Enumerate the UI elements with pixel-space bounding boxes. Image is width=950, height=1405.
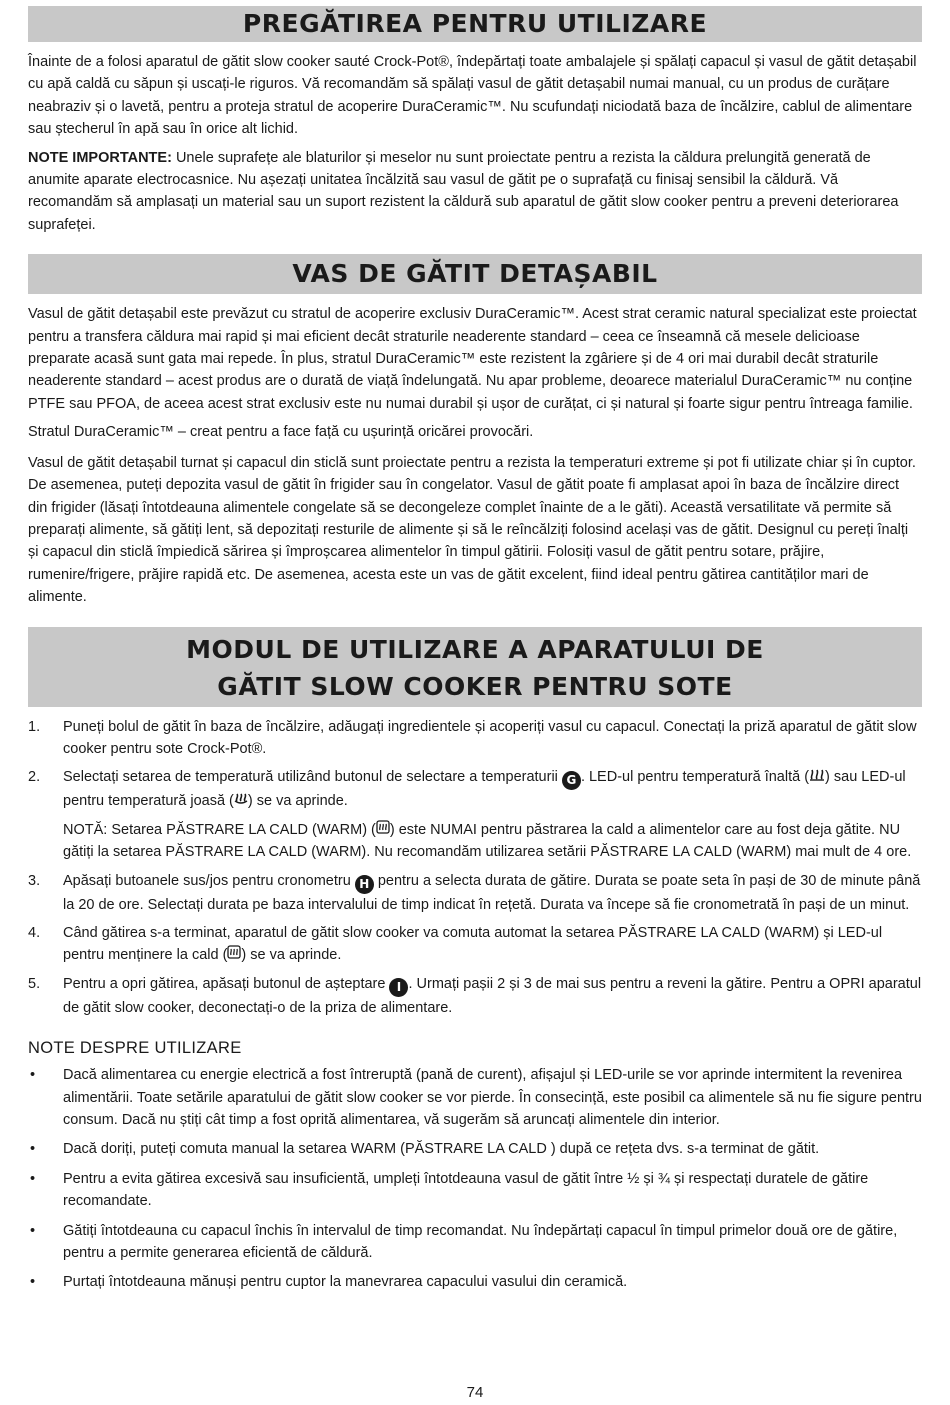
step-text: Când gătirea s-a terminat, aparatul de gătit slow cooker va comuta automat la setarea PĂSTRARE LA CALD (WARM) și LED-ul pentru menținere la cald (: [63, 924, 883, 964]
warm-icon: [376, 819, 390, 841]
preparation-paragraph: Înainte de a folosi aparatul de gătit slow cooker sauté Crock-Pot®, îndepărtați toate ambalajele și spălați capacul și vasul de gătit detașabil cu apă caldă cu săpun și uscați-le riguros. Vă recomandăm să spălați vasul de gătit detașabil numai manual, cu un produs de curățare neabraziv și o lavetă, pentru a proteja stratul de acoperire DuraCeramic™. Nu scufundați niciodată baza de încălzire, cablul de alimentare sau ștecherul în apă sau în orice alt lichid.: [28, 54, 917, 138]
step-text: . Urmați pașii 2 și 3 de mai sus pentru a reveni la gătire. Pentru a OPRI aparatul de gătit slow cooker, deconectați-o de la priza de alimentare.: [63, 975, 922, 1016]
step-number: 1.: [28, 718, 41, 735]
usage-note-item: [28, 1168, 922, 1213]
standby-button-i-icon: I: [389, 978, 408, 997]
temperature-button-g-icon: G: [562, 771, 581, 790]
usage-note-text: Pentru a evita gătirea excesivă sau insuficientă, umpleți întotdeauna vasul de gătit între ½ și ¾ și respectați duratele de gătire recomandate.: [63, 1170, 869, 1210]
usage-note-item: [28, 1138, 922, 1160]
bullet-icon: •: [30, 1222, 36, 1239]
warm-icon: [227, 944, 241, 966]
usage-step: [28, 922, 922, 967]
usage-steps-list: [28, 716, 922, 1020]
usage-note-item: [28, 1271, 922, 1293]
step-note-text: ) este NUMAI pentru păstrarea la cald a alimentelor care au fost deja gătite. NU gătiți la setarea PĂSTRARE LA CALD (WARM). Nu recomandăm utilizarea setării PĂSTRARE LA CALD (WARM) mai mult de 4 ore.: [63, 821, 912, 861]
step-text: Apăsați butoanele sus/jos pentru cronometru: [63, 872, 355, 889]
step-text: Pentru a opri gătirea, apăsați butonul de așteptare: [63, 975, 390, 992]
removable-pot-paragraph-2: Stratul DuraCeramic™ – creat pentru a face față cu ușurință oricărei provocări.: [28, 424, 534, 441]
removable-pot-paragraph-3: Vasul de gătit detașabil turnat și capacul din sticlă sunt proiectate pentru a rezista la temperaturi extreme și pot fi utilizate chiar și în cuptor. De asemenea, puteți depozita vasul de gătit în frigider sau în congelator. Vasul de gătit poate fi amplasat apoi în baza de încălzire direct din frigider (lăsați întotdeauna alimentele congelate să se decongeleze complet înainte de a le găti). Această versatilitate vă permite să preparați alimente, să gătiți lent, să depozitați resturile de alimente și să le reîncălziți folosind același vas de gătit. Designul cu pereți înalți și capacul din sticlă împiedică sărirea și împroșcarea alimentelor în timpul gătirii. Folosiți vasul de gătit pentru sotare, prăjire, rumenire/frigere, prăjire rapidă etc. De asemenea, acesta este un vas de gătit excelent, fiind ideal pentru gătirea cantităților mari de alimente.: [28, 454, 916, 606]
usage-note-item: [28, 1220, 922, 1265]
step-text: pentru a selecta durata de gătire. Durata se poate seta în pași de 30 de minute până la 20 de ore. Selectați durata pe baza intervalului de timp indicat în rețetă. Durata va începe să fie cronometrată în pași de un minut.: [63, 872, 921, 913]
usage-step: [28, 973, 922, 1019]
page-number: 74: [466, 1384, 484, 1401]
bullet-icon: •: [30, 1274, 36, 1291]
bullet-icon: •: [30, 1170, 36, 1187]
section-heading-usage: [28, 627, 922, 707]
usage-note-text: Dacă alimentarea cu energie electrică a fost întreruptă (pană de curent), afișajul și LED-urile se vor aprinde intermitent la revenirea alimentării. Toate setările aparatului de gătit slow cooker se vor pierde. În consecință, este posibil ca alimentele să nu fie sigure pentru consum. Dacă nu știți cât timp a fost oprită alimentarea, vă sugerăm să aruncați alimentele din interior.: [63, 1067, 922, 1128]
usage-note-text: Gătiți întotdeauna cu capacul închis în intervalul de timp recomandat. Nu îndepărtați capacul în timpul primelor două ore de gătire, pentru a permite generarea eficientă de căldură.: [63, 1222, 898, 1262]
manual-page: [0, 6, 950, 1405]
step-text: ) se va aprinde.: [247, 793, 348, 810]
step-text: ) se va aprinde.: [241, 947, 342, 964]
step-text: . LED-ul pentru temperatură înaltă (: [580, 769, 810, 786]
usage-step: [28, 766, 922, 863]
step-text: ) sau LED-ul pentru temperatură joasă (: [63, 769, 906, 810]
usage-step: [28, 716, 922, 761]
section-heading-removable-pot: VAS DE GĂTIT DETAȘABIL: [28, 254, 922, 294]
step-text: Puneți bolul de gătit în baza de încălzire, adăugați ingredientele și acoperiți vasul cu capacul. Conectați la priză aparatul de gătit slow cooker pentru sote Crock-Pot®.: [63, 718, 917, 757]
step-note-text: NOTĂ: Setarea PĂSTRARE LA CALD (WARM) (: [63, 821, 376, 838]
usage-heading-line-1: MODUL DE UTILIZARE A APARATULUI DE: [186, 634, 764, 664]
important-notes-text: Unele suprafețe ale blaturilor și meselor nu sunt proiectate pentru a rezista la căldura prelungită generată de anumite aparate electrocasnice. Nu așezați unitatea încălzită sau vasul de gătit pe o suprafață cu finisaj sensibil la căldură. Vă recomandăm să amplasați un material sau un suport rezistent la căldură sub aparatul de gătit slow cooker pentru a preveni deteriorarea suprafeței.: [28, 149, 899, 233]
step-number: 4.: [28, 924, 41, 941]
usage-heading-line-2: GĂTIT SLOW COOKER PENTRU SOTE: [217, 671, 733, 701]
removable-pot-paragraph-1: Vasul de gătit detașabil este prevăzut cu stratul de acoperire exclusiv DuraCeramic™. Acest strat ceramic natural specializat este proiectat pentru a transfera căldura mai rapid și mai eficient decât straturile neaderente standard – ceea ce înseamnă că mesele delicioase preparate acasă sunt gata mai repede. În plus, stratul DuraCeramic™ este rezistent la zgâriere și de 4 ori mai durabil decât straturile neaderente standard – acest produs are o durată de viață îndelungată. Nu apar probleme, deoarece materialul DuraCeramic™ nu conține PTFE sau PFOA, de aceea acest strat exclusiv este nu numai durabil și ușor de curățat, ci și natural și foarte sigur pentru întreaga familie.: [28, 306, 917, 412]
bullet-icon: •: [30, 1067, 36, 1084]
important-notes-label: NOTE IMPORTANTE:: [28, 149, 172, 166]
step-number: 5.: [28, 975, 41, 992]
usage-notes-heading: NOTE DESPRE UTILIZARE: [28, 1039, 242, 1058]
step-number: 2.: [28, 769, 41, 786]
low-heat-icon: [234, 790, 248, 812]
usage-note-text: Purtați întotdeauna mănuși pentru cuptor la manevrarea capacului vasului din ceramică.: [63, 1274, 628, 1291]
step-number: 3.: [28, 872, 41, 889]
bullet-icon: •: [30, 1141, 36, 1158]
step-text: Selectați setarea de temperatură utilizând butonul de selectare a temperaturii: [63, 769, 562, 786]
important-notes-paragraph: [28, 147, 922, 237]
high-heat-icon: [809, 766, 825, 788]
section-heading-preparation: PREGĂTIREA PENTRU UTILIZARE: [28, 6, 922, 42]
usage-note-text: Dacă doriți, puteți comuta manual la setarea WARM (PĂSTRARE LA CALD ) după ce rețeta dvs. s-a terminat de gătit.: [63, 1141, 820, 1158]
usage-notes-list: [28, 1064, 922, 1294]
timer-button-h-icon: H: [355, 875, 374, 894]
usage-step: [28, 870, 922, 916]
step-note: [63, 819, 922, 864]
usage-note-item: [28, 1064, 922, 1131]
